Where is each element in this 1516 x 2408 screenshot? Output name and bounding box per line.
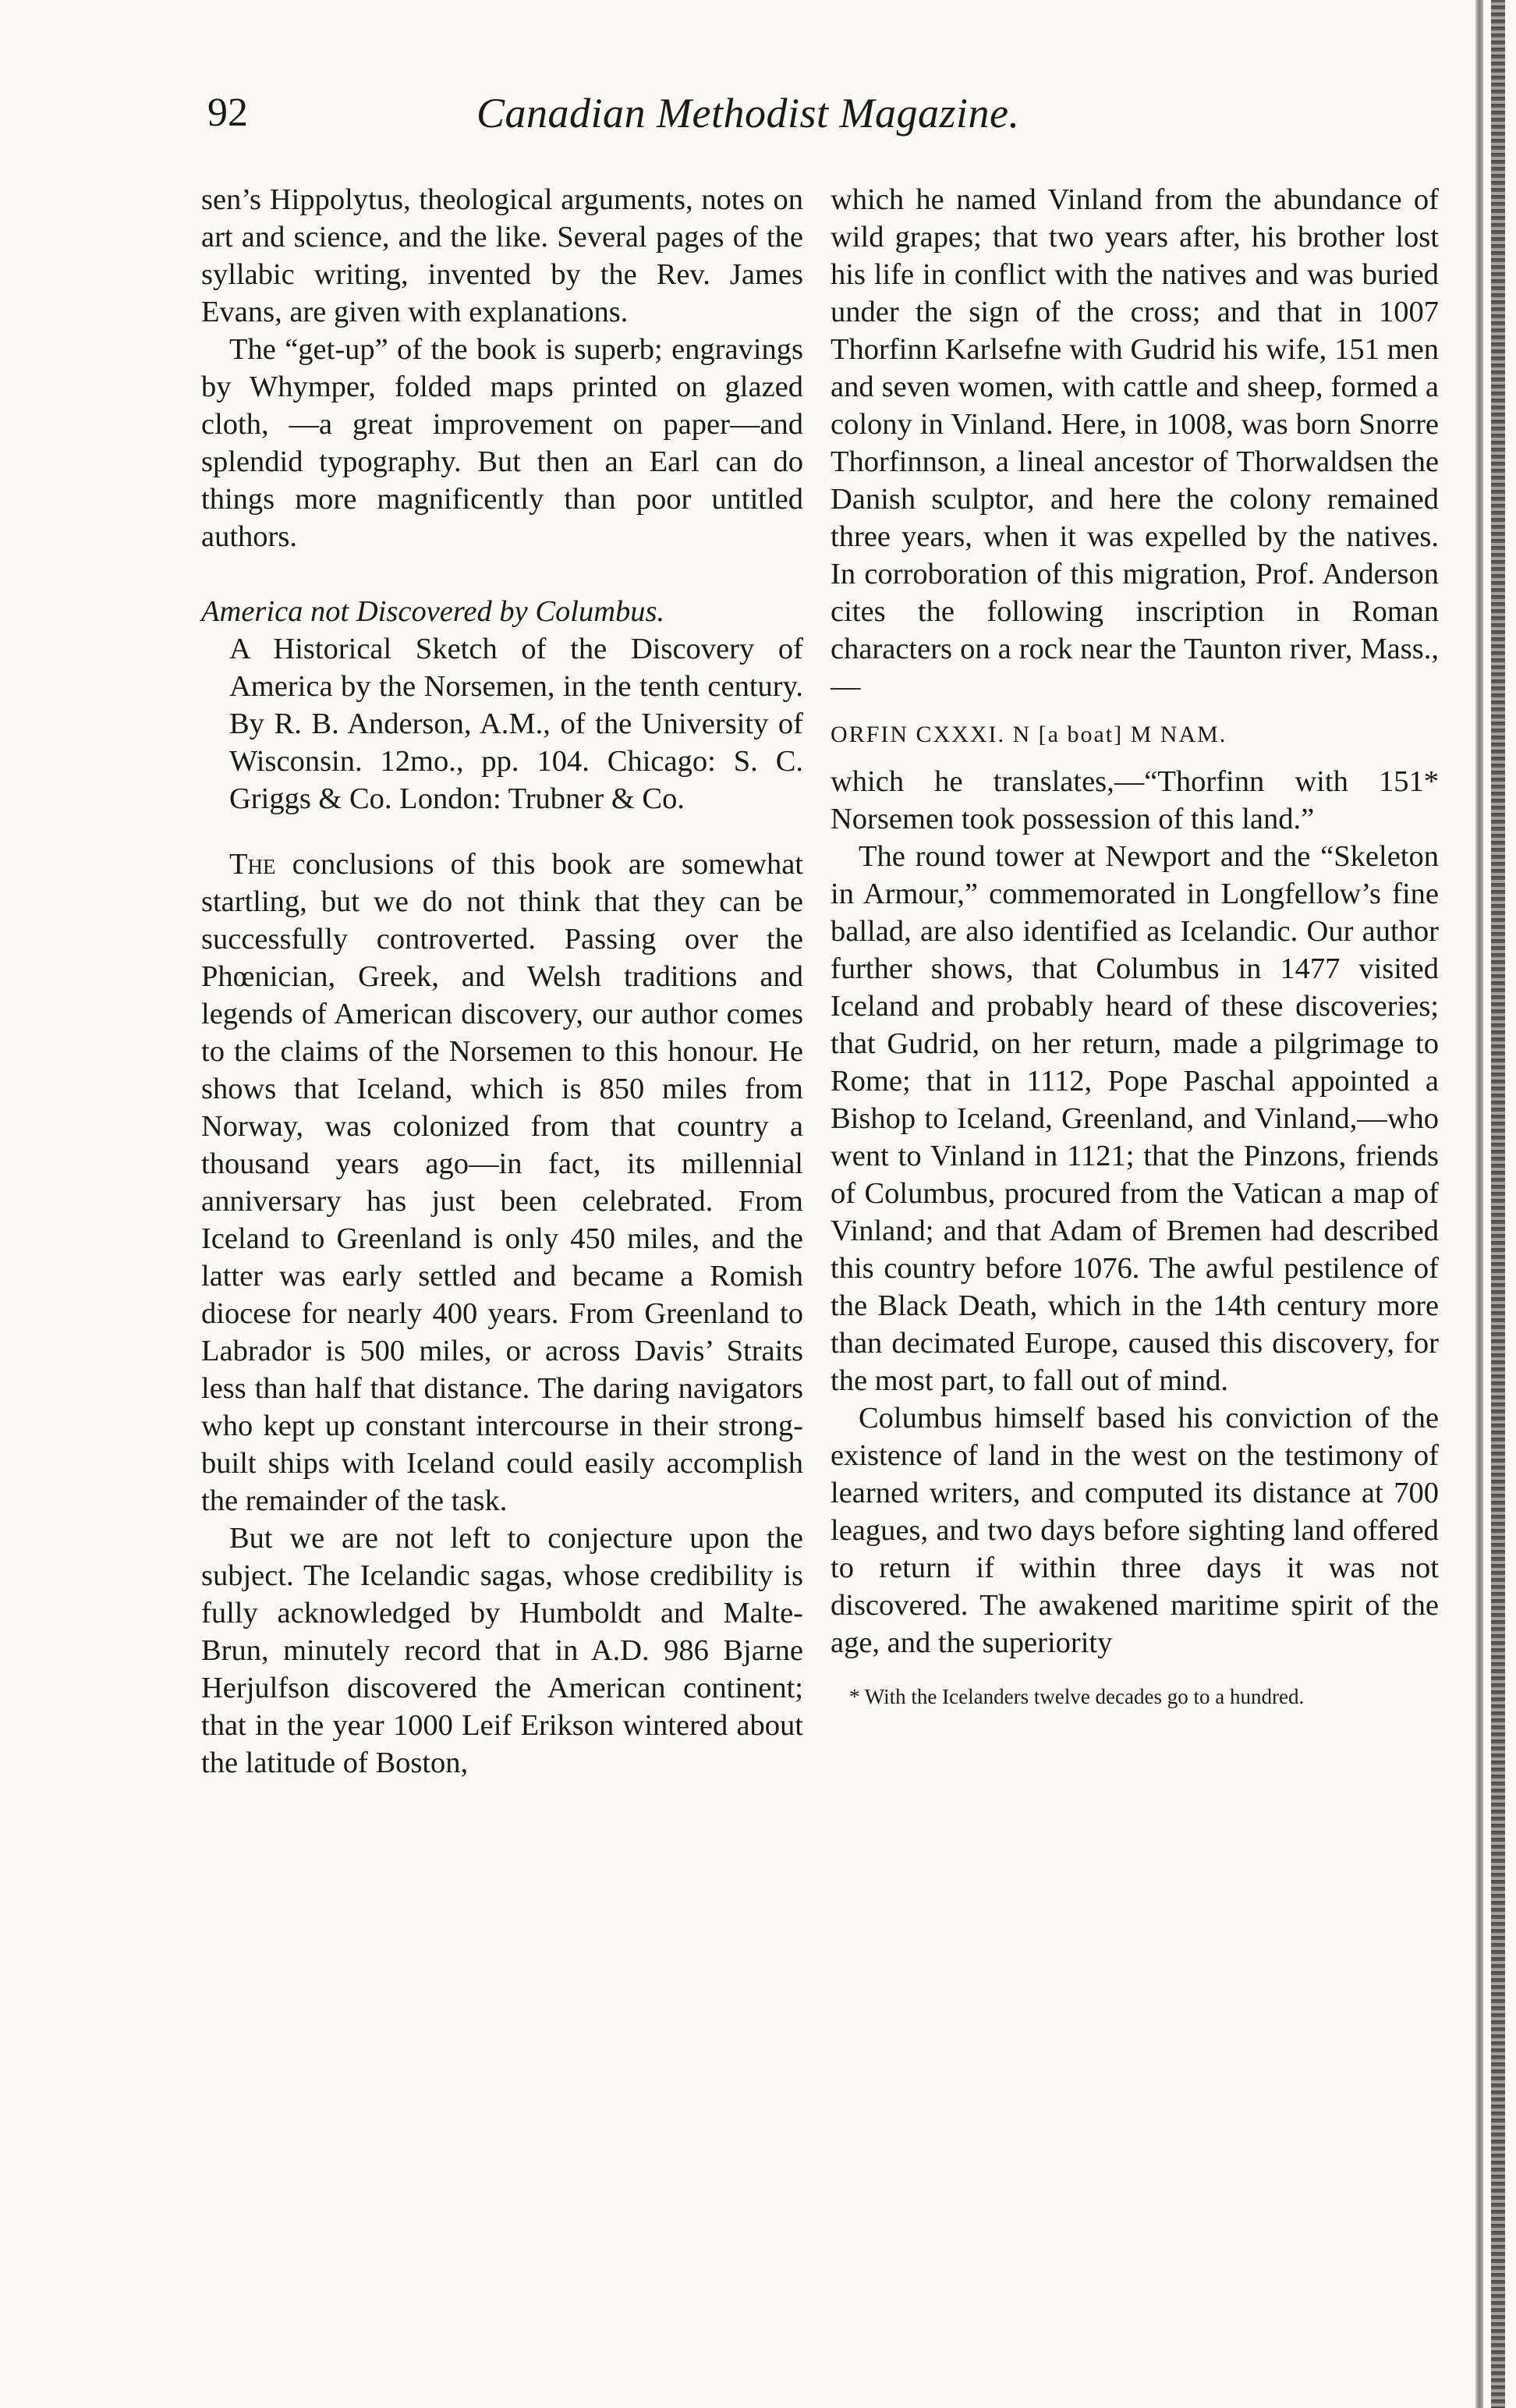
right-column: [831, 181, 1439, 1710]
paragraph-conclusions-text: conclusions of this book are somewhat startling, but we do not think that they can be successfully controverted. Passing over the Phœnician, Greek, and Welsh traditions and legends of American discovery, our author comes to the claims of the Norsemen to this honour. He shows that Iceland, which is 850 miles from Norway, was colonized from that country a thousand years ago—in fact, its millennial anniversary has just been celebrated. From Iceland to Greenland is only 450 miles, and the latter was early settled and became a Romish diocese for nearly 400 years. From Greenland to Labrador is 500 miles, or across Davis’ Straits less than half that distance. The daring navigators who kept up constant intercourse in their strong-built ships with Iceland could easily accomplish the remainder of the task.: [201, 848, 803, 1517]
paragraph-translation: which he translates,—“Thorfinn with 151* Norsemen took possession of this land.”: [831, 765, 1439, 835]
left-column: [201, 181, 803, 1782]
paragraph-round-tower: The round tower at Newport and the “Skeleton in Armour,” commemorated in Longfellow’s fine ballad, are also identified as Icelandic. Our author further shows, that Columbus in 1477 visited Iceland and probably heard of these discoveries; that Gudrid, on her return, made a pilgrimage to Rome; that in 1112, Pope Paschal appointed a Bishop to Iceland, Greenland, and Vinland,—who went to Vinland in 1121; that the Pinzons, friends of Columbus, procured from the Vatican a map of Vinland; and that Adam of Bremen had described this country before 1076. The awful pestilence of the Black Death, which in the 14th century more than decimated Europe, caused this discovery, for the most part, to fall out of mind.: [831, 840, 1439, 1397]
running-head: [207, 78, 1432, 148]
paragraph-lead-word: The: [229, 848, 276, 881]
page-binding-edge: [1491, 0, 1505, 2408]
paragraph-conclusions: [201, 846, 803, 1520]
paragraph-vinland: which he named Vinland from the abundance of wild grapes; that two years after, his brother lost his life in conflict with the natives and was buried under the sign of the cross; and that in 1007 Thorfinn Karlsefne with Gudrid his wife, 151 men and seven women, with cattle and sheep, formed a colony in Vinland. Here, in 1008, was born Snorre Thorfinnson, a lineal ancestor of Thorwaldsen the Danish sculptor, and here the colony remained three years, when it was expelled by the natives. In corroboration of this migration, Prof. Anderson cites the following inscription in Roman characters on a rock near the Taunton river, Mass.,—: [831, 183, 1439, 703]
paragraph-columbus: Columbus himself based his conviction of the existence of land in the west on the testimony of learned writers, and computed its distance at 700 leagues, and two days before sighting land offered to return if within three days it was not discovered. The awakened maritime spirit of the age, and the superiority: [831, 1402, 1439, 1659]
running-title: Canadian Methodist Magazine.: [476, 90, 1020, 137]
paragraph-hippolytus: sen’s Hippolytus, theological arguments, notes on art and science, and the like. Several pages of the syllabic writing, invented by the Rev. James Evans, are given with explanations.: [201, 183, 803, 328]
rock-inscription: ORFIN CXXXI. N [a boat] M NAM.: [831, 722, 1227, 747]
page-number: 92: [207, 90, 248, 135]
page-edge-shadow: [1475, 0, 1483, 2408]
footnote: * With the Icelanders twelve decades go to a hundred.: [849, 1685, 1305, 1708]
paragraph-sagas: But we are not left to conjecture upon the subject. The Icelandic sagas, whose credibility is fully acknowledged by Humboldt and Malte-Brun, minutely record that in A.D. 986 Bjarne Herjulfson discovered the American continent; that in the year 1000 Leif Erikson wintered about the latitude of Boston,: [201, 1522, 803, 1779]
paragraph-get-up: The “get-up” of the book is superb; engravings by Whymper, folded maps printed on glazed cloth, —a great improvement on paper—and splendid typography. But then an Earl can do things more magnificently than poor untitled authors.: [201, 333, 803, 553]
book-title: America not Discovered by Columbus.: [201, 595, 665, 628]
book-description: A Historical Sketch of the Discovery of America by the Norsemen, in the tenth century. By R. B. Anderson, A.M., of the University of Wisconsin. 12mo., pp. 104. Chicago: S. C. Griggs & Co. London: Trubner & Co.: [229, 633, 803, 815]
